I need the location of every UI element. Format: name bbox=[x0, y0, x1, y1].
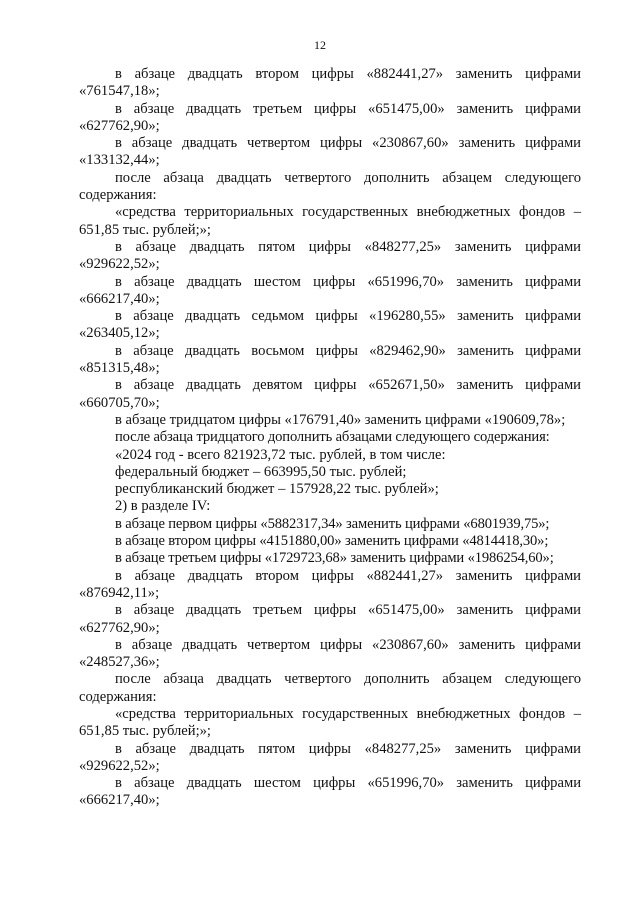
paragraph: в абзаце двадцать восьмом цифры «829462,90» заменить цифрами «851315,48»; bbox=[79, 342, 581, 377]
paragraph: республиканский бюджет – 157928,22 тыс. рублей»; bbox=[115, 481, 439, 498]
paragraph: после абзаца двадцать четвертого дополнить абзацем следующего содержания: bbox=[79, 671, 581, 705]
paragraph: в абзаце третьем цифры «1729723,68» заменить цифрами «1986254,60»; bbox=[115, 550, 554, 567]
paragraph: в абзаце двадцать четвертом цифры «230867,60» заменить цифрами «133132,44»; bbox=[79, 135, 581, 169]
paragraph: в абзаце первом цифры «5882317,34» заменить цифрами «6801939,75»; bbox=[115, 515, 550, 532]
paragraph: в абзаце втором цифры «4151880,00» заменить цифрами «4814418,30»; bbox=[115, 533, 549, 550]
paragraph: 2) в разделе IV: bbox=[115, 498, 211, 515]
paragraph: в абзаце двадцать шестом цифры «651996,70» заменить цифрами «666217,40»; bbox=[79, 273, 581, 307]
paragraph: в абзаце двадцать третьем цифры «651475,00» заменить цифрами «627762,90»; bbox=[79, 100, 581, 134]
document-body bbox=[79, 66, 581, 810]
paragraph: в абзаце двадцать втором цифры «882441,27» заменить цифрами «761547,18»; bbox=[79, 66, 581, 100]
paragraph: федеральный бюджет – 663995,50 тыс. рублей; bbox=[115, 463, 407, 480]
paragraph: «средства территориальных государственных внебюджетных фондов – 651,85 тыс. рублей;»; bbox=[79, 705, 581, 740]
paragraph: в абзаце двадцать пятом цифры «848277,25» заменить цифрами «929622,52»; bbox=[79, 740, 581, 774]
paragraph: «2024 год - всего 821923,72 тыс. рублей, в том числе: bbox=[115, 446, 446, 463]
paragraph: после абзаца тридцатого дополнить абзацами следующего содержания: bbox=[115, 429, 550, 446]
paragraph: в абзаце двадцать седьмом цифры «196280,55» заменить цифрами «263405,12»; bbox=[79, 308, 581, 342]
paragraph: «средства территориальных государственных внебюджетных фондов – 651,85 тыс. рублей;»; bbox=[79, 204, 581, 238]
paragraph: в абзаце двадцать пятом цифры «848277,25» заменить цифрами «929622,52»; bbox=[79, 238, 581, 273]
paragraph: в абзаце двадцать шестом цифры «651996,70» заменить цифрами «666217,40»; bbox=[79, 775, 581, 809]
paragraph: после абзаца двадцать четвертого дополнить абзацем следующего содержания: bbox=[79, 169, 581, 204]
paragraph: в абзаце тридцатом цифры «176791,40» заменить цифрами «190609,78»; bbox=[115, 411, 566, 428]
page-number: 12 bbox=[314, 38, 326, 52]
paragraph: в абзаце двадцать втором цифры «882441,27» заменить цифрами «876942,11»; bbox=[79, 567, 581, 601]
paragraph: в абзаце двадцать третьем цифры «651475,00» заменить цифрами «627762,90»; bbox=[79, 602, 581, 636]
paragraph: в абзаце двадцать девятом цифры «652671,50» заменить цифрами «660705,70»; bbox=[79, 377, 581, 411]
paragraph: в абзаце двадцать четвертом цифры «230867,60» заменить цифрами «248527,36»; bbox=[79, 636, 581, 671]
